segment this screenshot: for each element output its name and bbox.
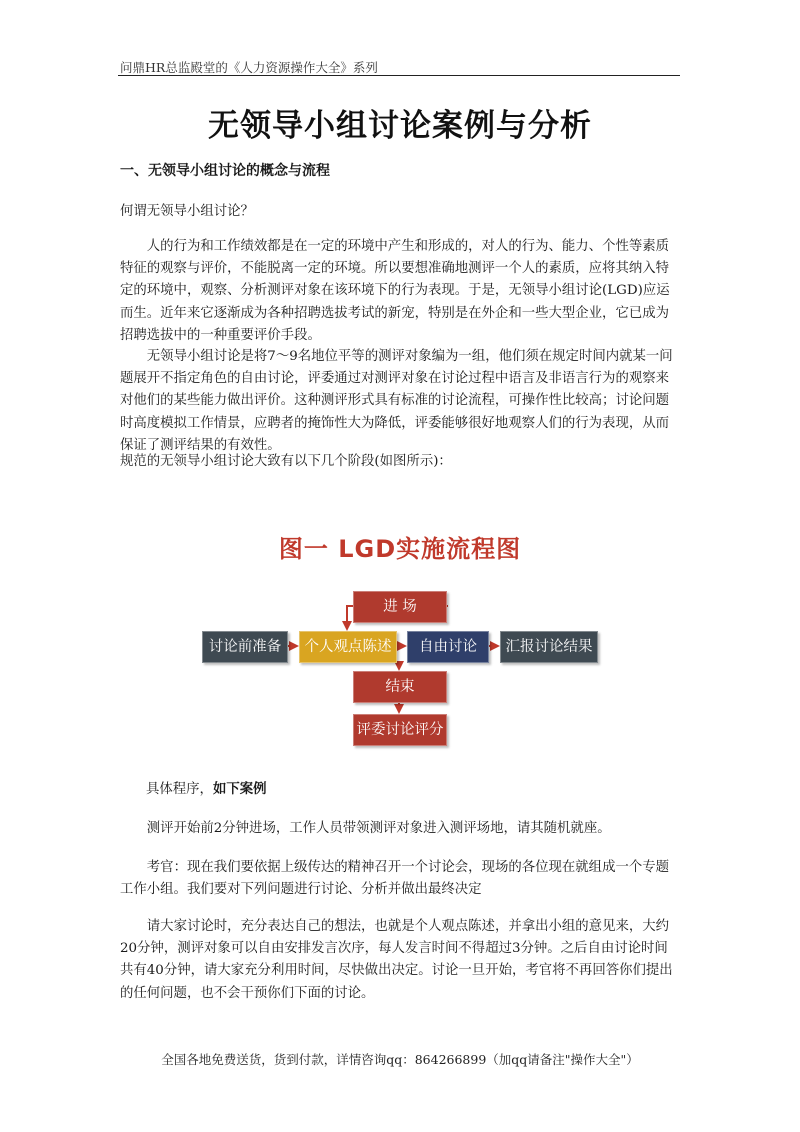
footer-contact: 全国各地免费送货，货到付款，详情咨询qq：864266899（加qq请备注"操作大全"）: [161, 1052, 639, 1067]
procedure-intro-bold: 如下案例: [212, 781, 267, 797]
document-title: 无领导小组讨论案例与分析: [208, 108, 592, 144]
step-free-discussion: 自由讨论: [407, 631, 489, 663]
paragraph-stages-intro: 规范的无领导小组讨论大致有以下几个阶段(如图所示)：: [120, 454, 452, 469]
header-divider: [118, 75, 680, 76]
step-end: 结束: [353, 671, 447, 703]
step-enter: 进 场: [353, 591, 447, 623]
section-heading: 一、无领导小组讨论的概念与流程: [120, 163, 330, 179]
paragraph-definition: 无领导小组讨论是将7～9名地位平等的测评对象编为一组，他们须在规定时间内就某一问题展开不指定角色的自由讨论，评委通过对测评对象在讨论过程中语言及非语言行为的观察来对他们的某些能力做出评价。这种测评形式具有标准的讨论流程，可操作性比较高；讨论问题时高度模拟工作情景，应聘者的掩饰性大为降低，评委能够很好地观察人们的行为表现，从而保证了测评结果的有效性。: [120, 349, 673, 453]
step-prepare: 讨论前准备: [202, 631, 288, 663]
paragraph-environment: 人的行为和工作绩效都是在一定的环境中产生和形成的，对人的行为、能力、个性等素质特征的观察与评价，不能脱离一定的环境。所以要想准确地测评一个人的素质，应将其纳入特定的环境中，观察、分析测评对象在该环境下的行为表现。于是，无领导小组讨论(LGD)应运而生。近年来它逐渐成为各种招聘选拔考试的新宠，特别是在外企和一些大型企业，它已成为招聘选拔中的一种重要评价手段。: [120, 239, 670, 343]
procedure-intro-plain: 具体程序，: [146, 782, 213, 797]
procedure-intro: [146, 778, 666, 801]
procedure-step-discussion: 请大家讨论时，充分表达自己的想法，也就是个人观点陈述，并拿出小组的意见来，大约20分钟，测评对象可以自由安排发言次序，每人发言时间不得超过3分钟。之后自由讨论时间共有40分钟，请大家充分利用时间，尽快做出决定。讨论一旦开始，考官将不再回答你们提出的任何问题，也不会干预你们下面的讨论。: [120, 919, 673, 1001]
step-report: 汇报讨论结果: [500, 631, 598, 663]
procedure-step-examiner: 考官：现在我们要依据上级传达的精神召开一个讨论会，现场的各位现在就组成一个专题工作小组。我们要对下列问题进行讨论、分析并做出最终决定: [120, 860, 670, 898]
step-personal-view: 个人观点陈述: [299, 631, 397, 663]
lgd-flowchart: [200, 525, 600, 755]
step-scoring: 评委讨论评分: [353, 714, 447, 746]
question-line: 何谓无领导小组讨论？: [120, 204, 254, 219]
procedure-step-enter: 测评开始前2分钟进场，工作人员带领测评对象进入测评场地，请其随机就座。: [146, 821, 611, 836]
flowchart-title: 图一 LGD实施流程图: [278, 535, 522, 563]
header-series-line: 问鼎HR总监殿堂的《人力资源操作大全》系列: [120, 60, 378, 75]
